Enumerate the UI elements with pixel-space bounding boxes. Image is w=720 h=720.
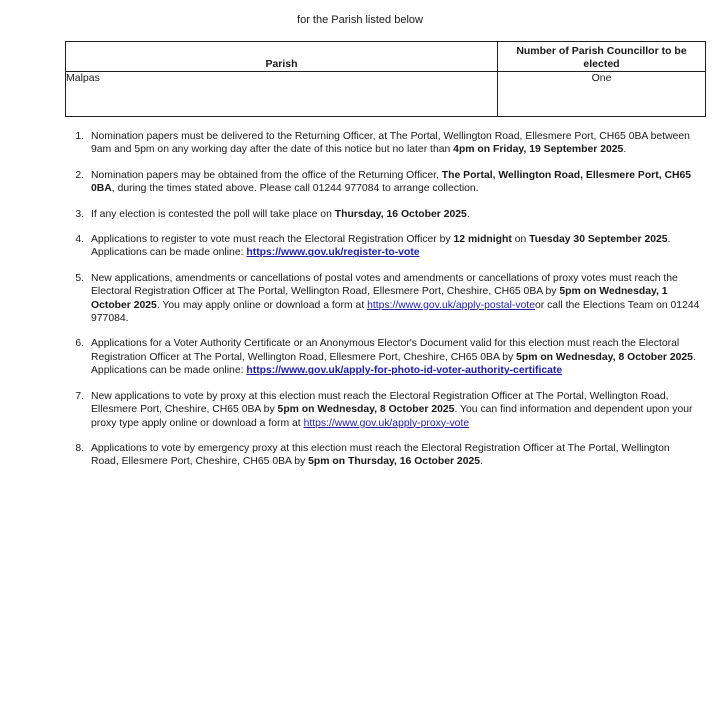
note-item: [66, 169, 700, 196]
note-item: [66, 337, 700, 377]
note-text: [91, 390, 700, 430]
note-emphasis: Tuesday 30 September 2025: [529, 234, 668, 246]
note-run: New applications to vote by proxy at this election must reach the Electoral Registration Officer at The Portal, Wellington Road, Ellesmere Port, Cheshire, CH65 0BA by: [91, 390, 669, 416]
notes-list: [66, 130, 700, 481]
note-item: [66, 442, 700, 469]
note-run: .: [466, 208, 470, 220]
note-run: . You can find information and dependent upon your proxy type apply online or download a form at: [91, 404, 693, 429]
note-number: 5.: [75, 272, 84, 284]
note-emphasis: 4pm on Friday, 19 September 2025: [453, 144, 624, 156]
note-emphasis: 5pm on Wednesday, 8 October 2025: [516, 351, 693, 363]
note-run: on: [511, 234, 530, 246]
note-number: 3.: [75, 208, 84, 220]
note-emphasis: 5pm on Wednesday, 8 October 2025: [277, 404, 455, 416]
note-text: [91, 233, 700, 260]
note-number: 1.: [75, 131, 84, 142]
note-text: [91, 169, 700, 196]
note-run: . You may apply online or download a form at: [156, 299, 368, 311]
note-item: [66, 208, 700, 221]
note-number: 6.: [75, 338, 84, 350]
note-run: or call the Elections Team on 01244 977084.: [91, 299, 700, 325]
note-link[interactable]: https://www.gov.uk/register-to-vote: [246, 247, 420, 259]
table-header-parish: Parish: [66, 42, 498, 72]
table-header-row: [66, 42, 706, 72]
cell-parish-name: Malpas: [66, 72, 498, 117]
note-number: 8.: [75, 442, 84, 454]
note-link[interactable]: https://www.gov.uk/apply-postal-vote: [367, 299, 535, 311]
note-link[interactable]: https://www.gov.uk/apply-for-photo-id-voter-authority-certificate: [246, 365, 563, 377]
note-number: 7.: [75, 390, 84, 402]
table-header-number-of-councillors: Number of Parish Councillor to be elected: [498, 42, 706, 72]
note-text: [91, 272, 700, 326]
note-run: .: [480, 456, 483, 468]
note-link[interactable]: https://www.gov.uk/apply-proxy-vote: [303, 417, 470, 429]
parish-table: [65, 41, 706, 117]
note-text: [91, 208, 700, 221]
note-run: .: [623, 144, 627, 156]
table-row: [66, 72, 706, 117]
note-run: . Applications can be made online:: [91, 234, 671, 259]
note-number: 2.: [75, 169, 84, 181]
note-emphasis: 5pm on Thursday, 16 October 2025: [308, 456, 481, 468]
cell-councillor-count: One: [498, 72, 706, 117]
note-run: Applications for a Voter Authority Certificate or an Anonymous Elector's Document valid for this election must reach the Electoral Registration Officer at The Portal, Wellington Road, Ellesmere Port, Cheshire, CH65 0BA by: [91, 338, 680, 363]
note-run: Nomination papers must be delivered to the Returning Officer, at The Portal, Wellington Road, Ellesmere Port, CH65 0BA between 9am and 5pm on any working day after the date of this notice but no later than: [91, 131, 690, 156]
note-emphasis: Thursday, 16 October 2025: [334, 208, 467, 220]
note-run: If any election is contested the poll will take place on: [91, 208, 335, 220]
note-run: Applications to vote by emergency proxy at this election must reach the Electoral Registration Officer at The Portal, Wellington Road, Ellesmere Port, Cheshire, CH65 0BA by: [91, 442, 670, 468]
note-item: [66, 233, 700, 260]
note-run: New applications, amendments or cancellations of postal votes and amendments or cancellations of proxy votes must reach the Electoral Registration Officer at The Portal, Wellington Road, Ellesmere Port, Cheshire, CH65 0BA by: [91, 272, 678, 298]
intro-line: for the Parish listed below: [297, 14, 423, 26]
note-text: [91, 130, 700, 157]
note-emphasis: 12 midnight: [453, 234, 512, 246]
table-body: [66, 72, 706, 117]
note-run: Nomination papers may be obtained from the office of the Returning Officer,: [91, 169, 442, 181]
note-item: [66, 130, 700, 157]
note-item: [66, 390, 700, 430]
note-text: [91, 337, 700, 377]
note-emphasis: The Portal, Wellington Road, Ellesmere Port, CH65 0BA: [91, 169, 692, 195]
note-run: Applications to register to vote must reach the Electoral Registration Officer by: [91, 234, 454, 246]
note-text: [91, 442, 700, 469]
note-item: [66, 272, 700, 326]
note-emphasis: 5pm on Wednesday, 1 October 2025: [91, 286, 668, 311]
note-number: 4.: [75, 234, 84, 246]
note-run: , during the times stated above. Please call 01244 977084 to arrange collection.: [111, 183, 479, 195]
note-run: . Applications can be made online:: [91, 351, 696, 377]
